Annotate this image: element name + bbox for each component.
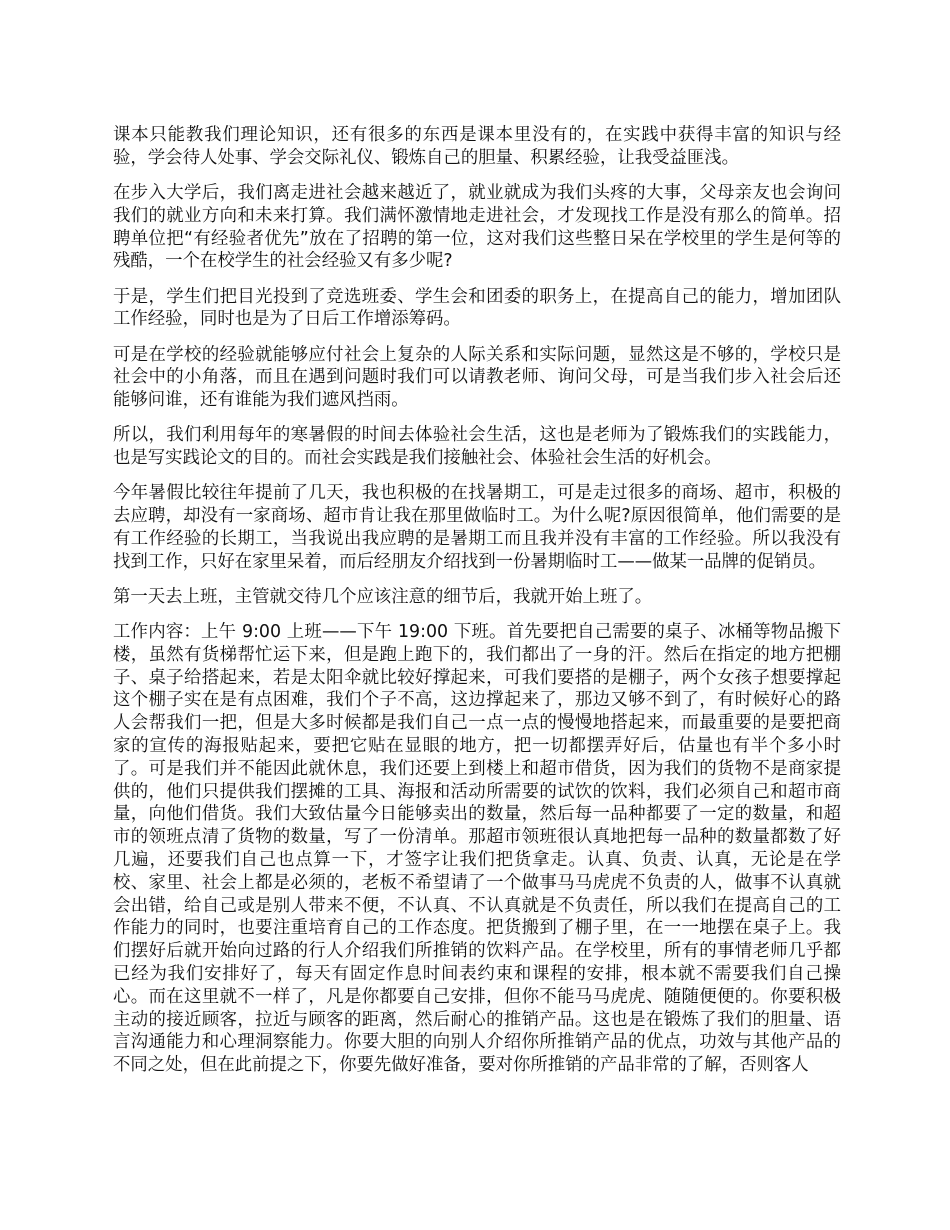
paragraph-2: 在步入大学后，我们离走进社会越来越近了，就业就成为我们头疼的大事，父母亲友也会询问我们的就业方向和未来打算。我们满怀激情地走进社会，才发现找工作是没有那么的简单。招聘单位把“有经验者优先”放在了招聘的第一位，这对我们这些整日呆在学校里的学生是何等的残酷，一个在校学生的社会经验又有多少呢?	[113, 182, 841, 272]
paragraph-6: 今年暑假比较往年提前了几天，我也积极的在找暑期工，可是走过很多的商场、超市，积极的去应聘，却没有一家商场、超市肯让我在那里做临时工。为什么呢?原因很简单，他们需要的是有工作经验的长期工，当我说出我应聘的是暑期工而且我并没有丰富的工作经验。所以我没有找到工作，只好在家里呆着，而后经朋友介绍找到一份暑期临时工——做某一品牌的促销员。	[113, 483, 841, 572]
paragraph-3: 于是，学生们把目光投到了竞选班委、学生会和团委的职务上，在提高自己的能力，增加团队工作经验，同时也是为了日后工作增添筹码。	[113, 286, 841, 330]
paragraph-8: 工作内容：上午 9:00 上班——下午 19:00 下班。首先要把自己需要的桌子、冰桶等物品搬下楼，虽然有货梯帮忙运下来，但是跑上跑下的，我们都出了一身的汗。然后在指定的地方把棚子、桌子给搭起来，若是太阳伞就比较好撑起来，可我们要搭的是棚子，两个女孩子想要撑起这个棚子实在是有点困难，我们个子不高，这边撑起来了，那边又够不到了，有时候好心的路人会帮我们一把，但是大多时候都是我们自己一点一点的慢慢地搭起来，而最重要的是要把商家的宣传的海报贴起来，要把它贴在显眼的地方，把一切都摆弄好后，估量也有半个多小时了。可是我们并不能因此就休息，我们还要上到楼上和超市借货，因为我们的货物不是商家提供的，他们只提供我们摆摊的工具、海报和活动所需要的试饮的饮料，我们必须自己和超市商量，向他们借货。我们大致估量今日能够卖出的数量，然后每一品种都要了一定的数量，和超市的领班点清了货物的数量，写了一份清单。那超市领班很认真地把每一品种的数量都数了好几遍，还要我们自己也点算一下，才签字让我们把货拿走。认真、负责、认真，无论是在学校、家里、社会上都是必须的，老板不希望请了一个做事马马虎虎不负责的人，做事不认真就会出错，给自己或是别人带来不便，不认真、不认真就是不负责任，所以我们在提高自己的工作能力的同时，也要注重培育自己的工作态度。把货搬到了棚子里，在一一地摆在桌子上。我们摆好后就开始向过路的行人介绍我们所推销的饮料产品。在学校里，所有的事情老师几乎都已经为我们安排好了，每天有固定作息时间表约束和课程的安排，根本就不需要我们自己操心。而在这里就不一样了，凡是你都要自己安排，但你不能马马虎虎、随随便便的。你要积极主动的接近顾客，拉近与顾客的距离，然后耐心的推销产品。这也是在锻炼了我们的胆量、语言沟通能力和心理洞察能力。你要大胆的向别人介绍你所推销产品的优点，功效与其他产品的不同之处，但在此前提之下，你要先做好准备，要对你所推销的产品非常的了解，否则客人	[113, 622, 841, 1076]
paragraph-1: 课本只能教我们理论知识，还有很多的东西是课本里没有的，在实践中获得丰富的知识与经验，学会待人处事、学会交际礼仪、锻炼自己的胆量、积累经验，让我受益匪浅。	[113, 125, 841, 168]
paragraph-7: 第一天去上班，主管就交待几个应该注意的细节后，我就开始上班了。	[113, 586, 653, 607]
paragraph-4: 可是在学校的经验就能够应付社会上复杂的人际关系和实际问题，显然这是不够的，学校只是社会中的小角落，而且在遇到问题时我们可以请教老师、询问父母，可是当我们步入社会后还能够问谁，还有谁能为我们遮风挡雨。	[113, 344, 841, 411]
paragraph-5: 所以，我们利用每年的寒暑假的时间去体验社会生活，这也是老师为了锻炼我们的实践能力，也是写实践论文的目的。而社会实践是我们接触社会、体验社会生活的好机会。	[113, 425, 841, 469]
document-body	[113, 124, 841, 1089]
